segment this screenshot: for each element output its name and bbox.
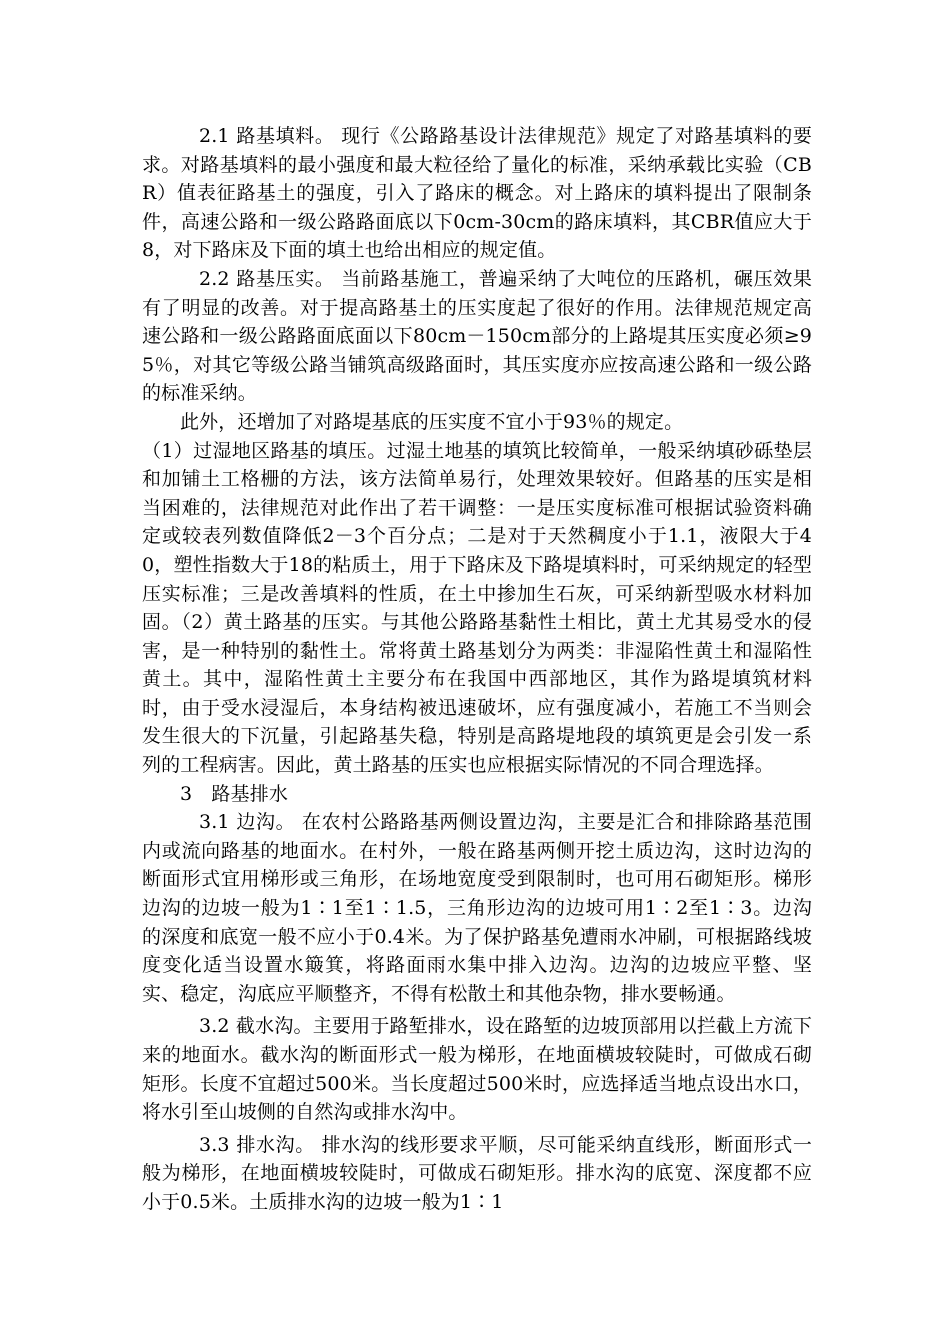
paragraph-side-ditch: 3.1 边沟。 在农村公路路基两侧设置边沟，主要是汇合和排除路基范围内或流向路基的地面水。在村外，一般在路基两侧开挖土质边沟，这时边沟的断面形式宜用梯形或三角形，在场地宽度受到限制时，也可用石砌矩形。梯形边沟的边坡一般为1∶1至1∶1.5，三角形边沟的边坡可用1∶2至1∶3。边沟的深度和底宽一般不应小于0.4米。为了保护路基免遭雨水冲刷，可根据路线坡度变化适当设置水簸箕，将路面雨水集中排入边沟。边沟的边坡应平整、坚实、稳定，沟底应平顺整齐，不得有松散土和其他杂物，排水要畅通。 [142,811,812,1005]
section-heading-drainage: 3 路基排水 [180,782,288,805]
paragraph-subgrade-compaction: 2.2 路基压实。 当前路基施工，普遍采纳了大吨位的压路机，碾压效果有了明显的改善。对于提高路基土的压实度起了很好的作用。法律规范规定高速公路和一级公路路面底面以下80cm－150cm部分的上路堤其压实度必须≥95％，对其它等级公路当铺筑高级路面时，其压实度亦应按高速公路和一级公路的标准采纳。 [142,267,812,405]
paragraph-embankment-base: 此外，还增加了对路堤基底的压实度不宜小于93％的规定。 [180,410,684,433]
paragraph-subgrade-fill: 2.1 路基填料。 现行《公路路基设计法律规范》规定了对路基填料的要求。对路基填料的最小强度和最大粒径给了量化的标准，采纳承载比实验（CBR）值表征路基土的强度，引入了路床的概念。对上路床的填料提出了限制条件，高速公路和一级公路路面底以下0cm-30cm的路床填料，其CBR值应大于8，对下路床及下面的填土也给出相应的规定值。 [142,125,812,262]
paragraph-wet-and-loess-subgrade: （1）过湿地区路基的填压。过湿土地基的填筑比较简单，一般采纳填砂砾垫层和加铺土工格栅的方法，该方法简单易行，处理效果较好。但路基的压实是相当困难的，法律规范对此作出了若干调整：一是压实度标准可根据试验资料确定或较表列数值降低2－3个百分点；二是对于天然稠度小于1.1，液限大于40，塑性指数大于18的粘质土，用于下路床及下路堤填料时，可采纳规定的轻型压实标准；三是改善填料的性质，在土中掺加生石灰，可采纳新型吸水材料加固。（2）黄土路基的压实。与其他公路路基黏性土相比，黄土尤其易受水的侵害，是一种特别的黏性土。常将黄土路基划分为两类：非湿陷性黄土和湿陷性黄土。其中，湿陷性黄土主要分布在我国中西部地区，其作为路堤填筑材料时，由于受水浸湿后，本身结构被迅速破坏，应有强度减小，若施工不当则会发生很大的下沉量，引起路基失稳，特别是高路堤地段的填筑更是会引发一系列的工程病害。因此，黄土路基的压实也应根据实际情况的不同合理选择。 [142,439,812,777]
paragraph-drainage-ditch: 3.3 排水沟。 排水沟的线形要求平顺，尽可能采纳直线形，断面形式一般为梯形，在地面横坡较陡时，可做成石砌矩形。排水沟的底宽、深度都不应小于0.5米。土质排水沟的边坡一般为1∶1 [142,1133,812,1213]
paragraph-intercepting-ditch: 3.2 截水沟。主要用于路堑排水，设在路堑的边坡顶部用以拦截上方流下来的地面水。截水沟的断面形式一般为梯形，在地面横坡较陡时，可做成石砌矩形。长度不宜超过500米。当长度超过500米时，应选择适当地点设出水口，将水引至山坡侧的自然沟或排水沟中。 [142,1015,812,1124]
document-body [142,122,812,1217]
